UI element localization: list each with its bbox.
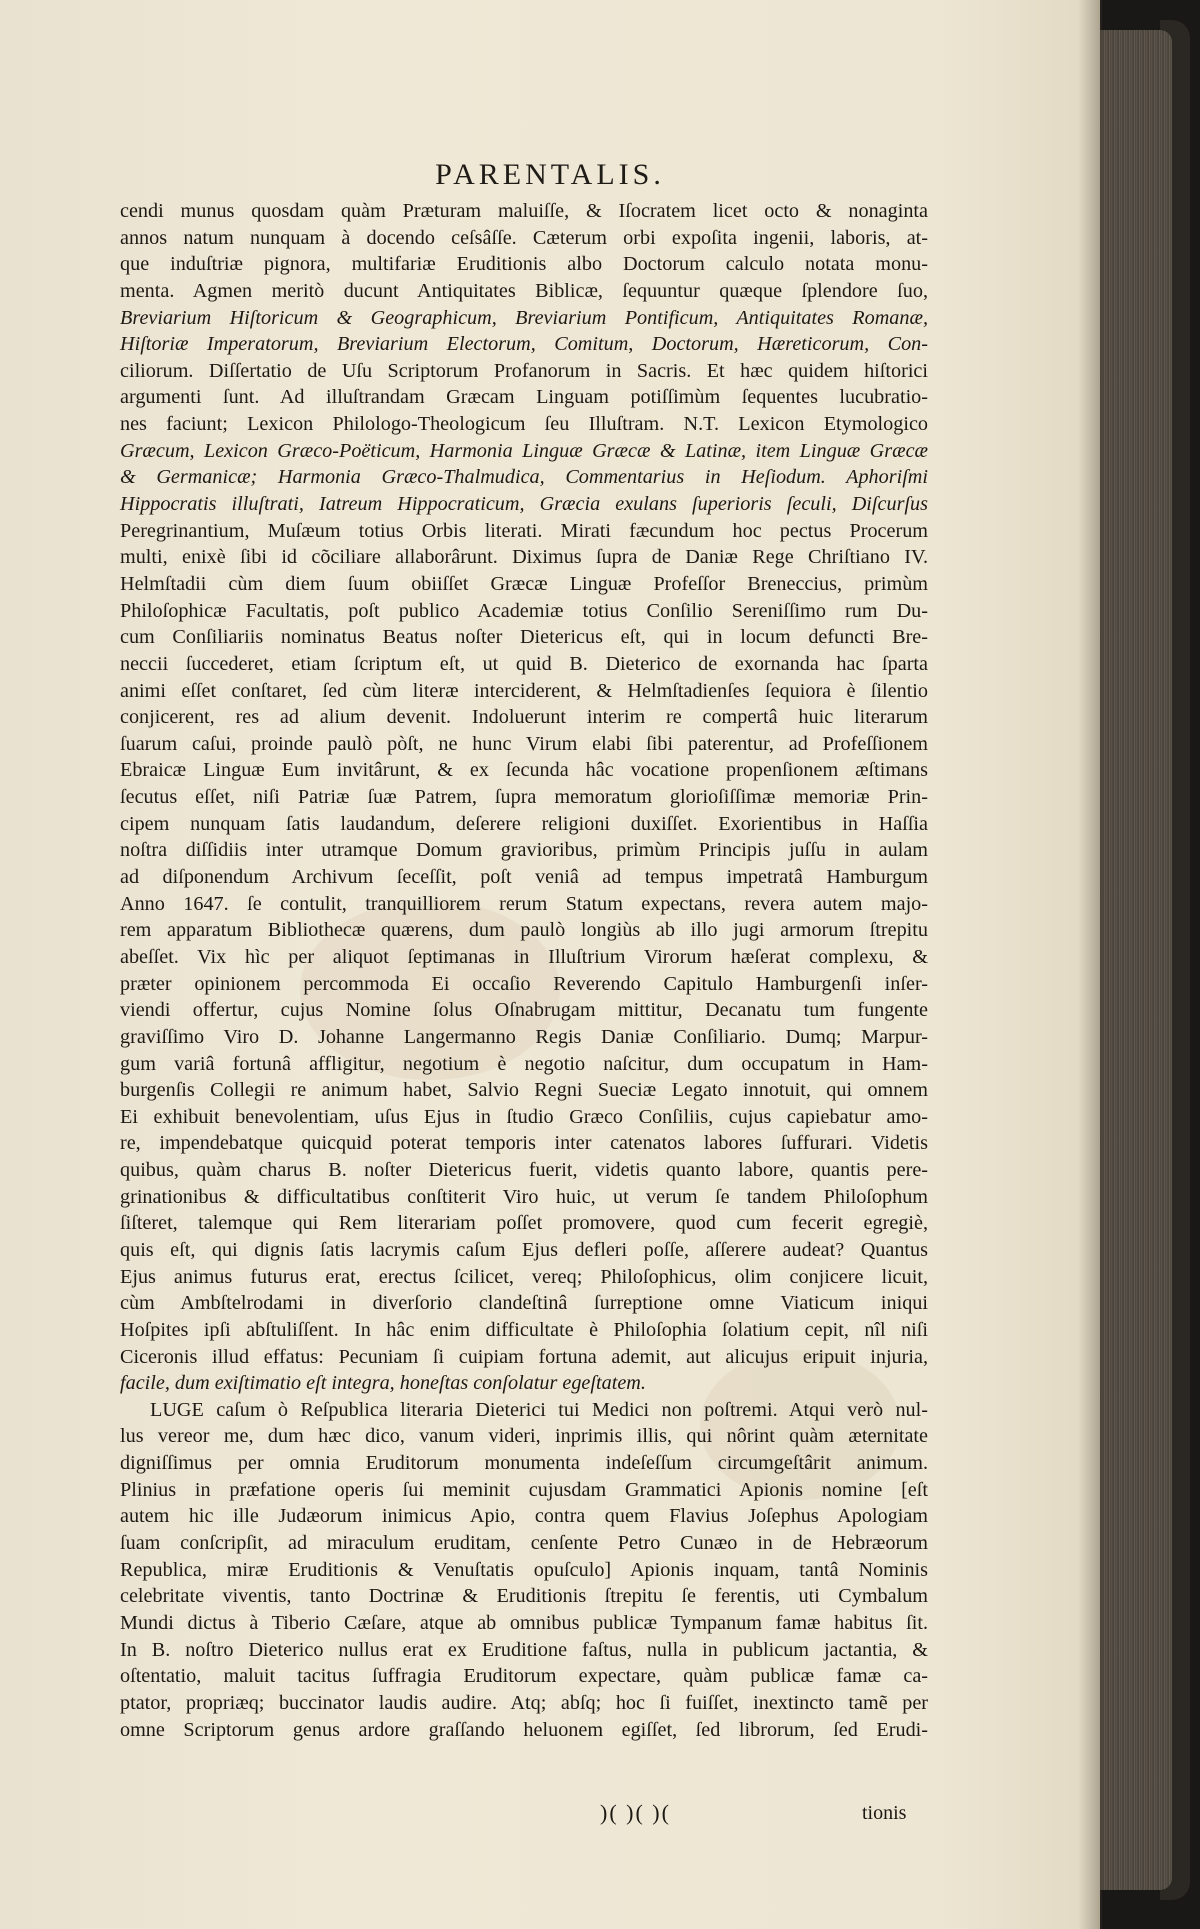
- text-line: lus vereor me, dum hæc dico, vanum videri, inprimis illis, qui nôrint quàm æternitate: [120, 1425, 928, 1448]
- text-line: Græcum, Lexicon Græco-Poëticum, Harmonia Linguæ Græcæ & Latinæ, item Linguæ Græcæ: [120, 439, 928, 462]
- text-line: ſecutus eſſet, niſi Patriæ ſuæ Patrem, ſupra memoratum glorioſiſſimæ memoriæ Prin-: [120, 786, 928, 809]
- text-line: Ciceronis illud effatus: Pecuniam ſi cuipiam fortuna ademit, aut alicujus eripuit injuria,: [120, 1345, 928, 1368]
- text-line: burgenſis Collegii re animum habet, Salvio Regni Sueciæ Legato innotuit, qui omnem: [120, 1079, 928, 1102]
- text-line: animi eſſet conſtaret, ſed cùm literæ interciderent, & Helmſtadienſes ſequiora è ſilentio: [120, 679, 928, 702]
- text-line: ad diſponendum Archivum ſeceſſit, poſt veniâ ad tempus impetratâ Hamburgum: [120, 866, 928, 889]
- text-line: ptator, propriæq; buccinator laudis audire. Atq; abſq; hoc ſi fuiſſet, inextincto tamẽ per: [120, 1691, 928, 1714]
- spine-shadow: [1078, 0, 1102, 1929]
- text-line: ſiſteret, talemque qui Rem literariam poſſet promovere, quod cum fecerit egregiè,: [120, 1212, 928, 1235]
- text-line: annos natum nunquam à docendo ceſsâſſe. Cæterum orbi expoſita ingenii, laboris, at-: [120, 226, 928, 249]
- text-line: neccii ſuccederet, etiam ſcriptum eſt, ut quid B. Dieterico de exornanda hac ſparta: [120, 652, 928, 675]
- text-line: re, impendebatque quicquid poterat temporis inter catenatos labores ſuffurari. Videtis: [120, 1132, 928, 1155]
- running-head: PARENTALIS.: [435, 158, 665, 191]
- text-line: rem apparatum Bibliothecæ quærens, dum paulò longiùs ab illo jugi armorum ſtrepitu: [120, 919, 928, 942]
- text-line: celebritate viventis, tanto Doctrinæ & Eruditionis ſtrepitu ſe ferentis, uti Cymbalum: [120, 1585, 928, 1608]
- text-line: cum Conſiliariis nominatus Beatus noſter Dietericus eſt, qui in locum defuncti Bre-: [120, 626, 928, 649]
- text-line: autem hic ille Judæorum inimicus Apio, contra quem Flavius Joſephus Apologiam: [120, 1505, 928, 1528]
- text-line: gum variâ fortunâ affligitur, negotium è negotio naſcitur, dum occupatum in Ham-: [120, 1052, 928, 1075]
- text-line: Mundi dictus à Tiberio Cæſare, atque ab omnibus publicæ Tympanum famæ habitus ſit.: [120, 1611, 928, 1634]
- text-line: præter opinionem percommoda Ei occaſio Reverendo Capitulo Hamburgenſi inſer-: [120, 972, 928, 995]
- text-line: Ebraicæ Linguæ Eum invitârunt, & ex ſecunda hâc vocatione propenſionem æſtimans: [120, 759, 928, 782]
- text-line: & Germanicæ; Harmonia Græco-Thalmudica, Commentarius in Heſiodum. Aphoriſmi: [120, 466, 928, 489]
- page-edges: [1100, 30, 1172, 1890]
- text-line: ſuam conſcripſit, ad miraculum eruditam, cenſente Petro Cunæo in de Hebræorum: [120, 1532, 928, 1555]
- text-line: Anno 1647. ſe contulit, tranquilliorem rerum Statum expectans, revera autem majo-: [120, 892, 928, 915]
- text-line: Hiſtoriæ Imperatorum, Breviarium Electorum, Comitum, Doctorum, Hæreticorum, Con-: [120, 333, 928, 356]
- text-line: Plinius in præfatione operis ſui meminit cujusdam Grammatici Apionis nomine [eſt: [120, 1478, 928, 1501]
- text-line: Peregrinantium, Muſæum totius Orbis literati. Mirati fæcundum hoc pectus Procerum: [120, 519, 928, 542]
- text-line: facile, dum exiſtimatio eſt integra, honeſtas conſolatur egeſtatem.: [120, 1372, 646, 1395]
- text-line: argumenti ſunt. Ad illuſtrandam Græcam Linguam potiſſimùm ſequentes lucubratio-: [120, 386, 928, 409]
- text-line: oſtentatio, maluit tacitus ſuffragia Eruditorum expectare, quàm publicæ famæ ca-: [120, 1665, 928, 1688]
- text-line: graviſſimo Viro D. Johanne Langermanno Regis Daniæ Conſiliario. Dumq; Marpur-: [120, 1025, 928, 1048]
- text-line: multi, enixè ſibi id cõciliare allaborârunt. Diximus ſupra de Daniæ Rege Chriſtiano IV.: [120, 546, 928, 569]
- text-line: conjicerent, res ad alium devenit. Indoluerunt interim re compertâ huic literarum: [120, 706, 928, 729]
- text-line: ciliorum. Diſſertatio de Uſu Scriptorum Profanorum in Sacris. Et hæc quidem hiſtorici: [120, 359, 928, 382]
- text-line: que induſtriæ pignora, multifariæ Eruditionis albo Doctorum calculo notata monu-: [120, 253, 928, 276]
- text-line: Helmſtadii cùm diem ſuum obiiſſet Græcæ Linguæ Profeſſor Breneccius, primùm: [120, 572, 928, 595]
- text-line: cipem nunquam ſatis laudandum, deſerere religioni duxiſſet. Exorientibus in Haſſia: [120, 812, 928, 835]
- text-line: In B. noſtro Dieterico nullus erat ex Eruditione faſtus, nulla in publicum jactantia, &: [120, 1638, 928, 1661]
- text-line: ſuarum caſui, proinde paulò pòſt, ne hunc Virum elabi ſibi paterentur, ad Profeſſionem: [120, 732, 928, 755]
- text-line: nes faciunt; Lexicon Philologo-Theologicum ſeu Illuſtram. N.T. Lexicon Etymologico: [120, 413, 928, 436]
- text-line: Ei exhibuit benevolentiam, uſus Ejus in ſtudio Græco Conſiliis, cujus capiebatur amo-: [120, 1105, 928, 1128]
- signature-mark: )( )( )(: [600, 1800, 671, 1825]
- text-line: Philoſophicæ Facultatis, poſt publico Academiæ totius Conſilio Sereniſſimo rum Du-: [120, 599, 928, 622]
- text-line: Breviarium Hiſtoricum & Geographicum, Breviarium Pontificum, Antiquitates Romanæ,: [120, 306, 928, 329]
- text-line: Hippocratis illuſtrati, Iatreum Hippocraticum, Græcia exulans ſuperioris ſeculi, Diſcurſus: [120, 493, 928, 516]
- text-line: Republica, miræ Eruditionis & Venuſtatis opuſculo] Apionis inquam, tantâ Nominis: [120, 1558, 928, 1581]
- text-line: viendi offertur, cujus Nomine ſolus Oſnabrugam mittitur, Decanatu tum fungente: [120, 999, 928, 1022]
- text-line: cùm Ambſtelrodami in diverſorio clandeſtinâ ſurreptione omne Viaticum iniqui: [120, 1292, 928, 1315]
- text-line: LUGE caſum ò Reſpublica literaria Dieterici tui Medici non poſtremi. Atqui verò nul-: [150, 1398, 928, 1421]
- catchword: tionis: [862, 1802, 907, 1824]
- text-line: noſtra diſſidiis inter utramque Domum gravioribus, primùm Principis juſſu in aulam: [120, 839, 928, 862]
- body-text: [120, 198, 928, 1743]
- text-line: menta. Agmen meritò ducunt Antiquitates Biblicæ, ſequuntur quæque ſplendore ſuo,: [120, 279, 928, 302]
- text-line: abeſſet. Vix hìc per aliquot ſeptimanas in Illuſtrium Virorum hæſerat complexu, &: [120, 945, 928, 968]
- text-line: cendi munus quosdam quàm Præturam maluiſſe, & Iſocratem licet octo & nonaginta: [120, 200, 928, 222]
- text-line: grinationibus & difficultatibus conſtiterit Viro huic, ut verum ſe tandem Philoſophum: [120, 1185, 928, 1208]
- text-line: quis eſt, qui dignis ſatis lacrymis caſum Ejus defleri poſſe, aſſerere audeat? Quantus: [120, 1238, 928, 1261]
- text-line: Hoſpites ipſi abſtuliſſent. In hâc enim difficultate è Philoſophia ſolatium cepit, nîl niſi: [120, 1318, 928, 1341]
- text-line: omne Scriptorum genus ardore graſſando heluonem egiſſet, ſed librorum, ſed Erudi-: [120, 1718, 928, 1741]
- text-line: quibus, quàm charus B. noſter Dietericus fuerit, videtis quanto labore, quantis pere-: [120, 1159, 928, 1182]
- text-line: digniſſimus per omnia Eruditorum monumenta indeſeſſum circumgeſtârit animum.: [120, 1452, 928, 1475]
- text-line: Ejus animus futurus erat, erectus ſcilicet, vereq; Philoſophicus, olim conjicere licuit,: [120, 1265, 928, 1288]
